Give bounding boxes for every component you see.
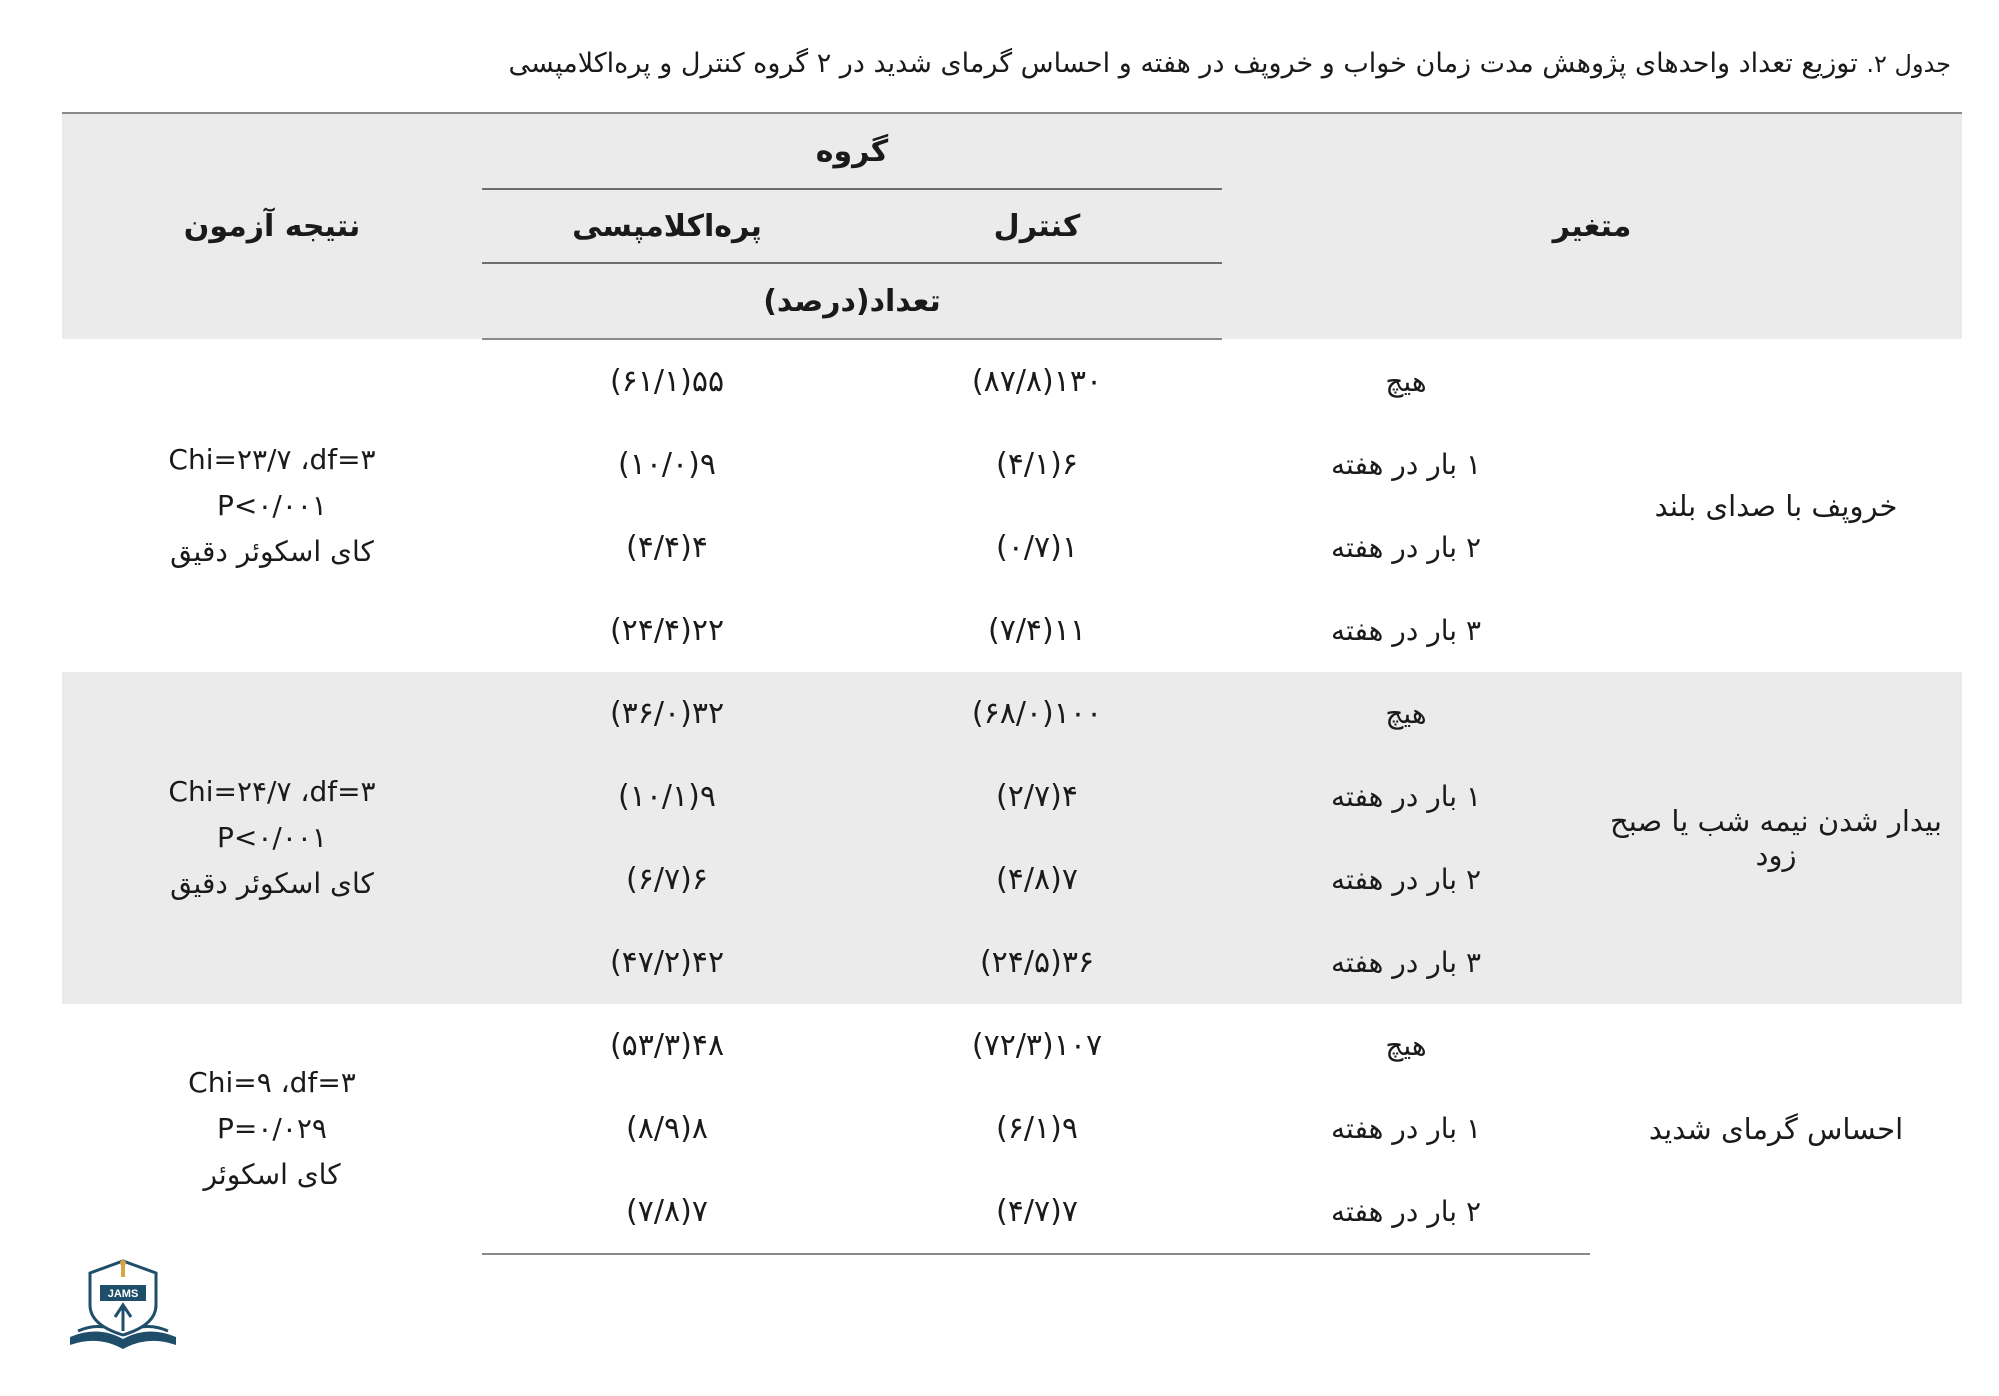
- caption-label: جدول ۲.: [1866, 50, 1951, 78]
- result-stat: Chi=۲۴/۷ ،df=۳: [168, 775, 376, 808]
- level-cell: ۲ بار در هفته: [1222, 838, 1590, 921]
- caption-text: توزیع تعداد واحدهای پژوهش مدت زمان خواب و خروپف در هفته و احساس گرمای شدید در ۲ گروه کنترل و پره‌اکلامپسی: [508, 48, 1858, 79]
- header-preeclampsia: پره‌اکلامپسی: [482, 189, 852, 263]
- preeclampsia-cell: ۷(۷/۸): [482, 1170, 852, 1254]
- results-table: [62, 112, 1962, 1255]
- preeclampsia-cell: ۹(۱۰/۰): [617, 447, 716, 482]
- test-result-cell: [62, 339, 482, 672]
- table-row: [62, 339, 1962, 423]
- preeclampsia-cell: ۴۲(۴۷/۲): [482, 921, 852, 1004]
- section-hot-flash: [62, 1004, 1962, 1254]
- variable-cell: بیدار شدن نیمه شب یا صبح زود: [1590, 672, 1962, 1004]
- preeclampsia-cell: ۸(۸/۹): [626, 1111, 708, 1146]
- test-result-cell: [62, 672, 482, 1004]
- preeclampsia-cell: ۹(۱۰/۱): [482, 755, 852, 838]
- header-variable: متغیر: [1222, 113, 1962, 339]
- result-test: کای اسکوئر دقیق: [170, 534, 374, 568]
- preeclampsia-cell: ۴۸(۵۳/۳): [609, 1028, 725, 1063]
- result-p: P=۰/۰۲۹: [217, 1112, 327, 1145]
- table-row: [62, 672, 1962, 755]
- result-p: P<۰/۰۰۱: [217, 488, 327, 522]
- logo-emblem: [70, 1260, 176, 1349]
- level-cell: ۲ بار در هفته: [1331, 531, 1481, 564]
- level-cell: ۳ بار در هفته: [1331, 614, 1481, 647]
- table-row: [62, 1004, 1962, 1087]
- level-cell: ۱ بار در هفته: [1331, 1112, 1481, 1145]
- result-stat: Chi=۲۳/۷ ،df=۳: [168, 442, 376, 476]
- preeclampsia-cell: ۴(۴/۴): [626, 530, 708, 565]
- table-caption: [300, 44, 1951, 84]
- header-control: کنترل: [852, 189, 1222, 263]
- level-cell: ۲ بار در هفته: [1222, 1170, 1590, 1254]
- preeclampsia-cell: ۲۲(۲۴/۴): [609, 613, 725, 648]
- result-stat: Chi=۹ ،df=۳: [188, 1066, 356, 1099]
- level-cell: هیچ: [1222, 672, 1590, 755]
- test-result-cell: [62, 1004, 482, 1254]
- logo-text: JAMS: [107, 1288, 139, 1300]
- level-cell: ۳ بار در هفته: [1222, 921, 1590, 1004]
- result-p: P<۰/۰۰۱: [217, 821, 327, 854]
- result-test: کای اسکوئر: [203, 1158, 341, 1191]
- preeclampsia-cell: ۳۲(۳۶/۰): [482, 672, 852, 755]
- control-cell: ۱۰۷(۷۲/۳): [971, 1028, 1103, 1063]
- control-cell: ۳۶(۲۴/۵): [852, 921, 1222, 1004]
- control-cell: ۴(۲/۷): [852, 755, 1222, 838]
- control-cell: ۷(۴/۷): [852, 1170, 1222, 1254]
- header-test-result: نتیجه آزمون: [62, 113, 482, 339]
- control-cell: ۹(۶/۱): [996, 1111, 1078, 1146]
- level-cell: ۱ بار در هفته: [1331, 448, 1481, 481]
- control-cell: ۱۳۰(۸۷/۸): [971, 364, 1103, 399]
- control-cell: ۱۰۰(۶۸/۰): [852, 672, 1222, 755]
- control-cell: ۶(۴/۱): [996, 447, 1078, 482]
- jams-logo: [60, 1255, 186, 1355]
- result-test: کای اسکوئر دقیق: [170, 867, 374, 900]
- level-cell: هیچ: [1385, 364, 1427, 398]
- level-cell: ۱ بار در هفته: [1222, 755, 1590, 838]
- header-group: گروه: [482, 113, 1222, 189]
- variable-cell: خروپف با صدای بلند: [1654, 488, 1898, 523]
- preeclampsia-cell: ۶(۶/۷): [482, 838, 852, 921]
- control-cell: ۱(۰/۷): [996, 530, 1078, 565]
- control-cell: ۱۱(۷/۴): [987, 613, 1086, 648]
- variable-cell: احساس گرمای شدید: [1648, 1112, 1904, 1146]
- level-cell: هیچ: [1385, 1029, 1427, 1062]
- section-waking: [62, 672, 1962, 1004]
- header-count-percent: تعداد(درصد): [482, 263, 1222, 339]
- section-snoring: [62, 339, 1962, 672]
- preeclampsia-cell: ۵۵(۶۱/۱): [609, 364, 725, 399]
- control-cell: ۷(۴/۸): [852, 838, 1222, 921]
